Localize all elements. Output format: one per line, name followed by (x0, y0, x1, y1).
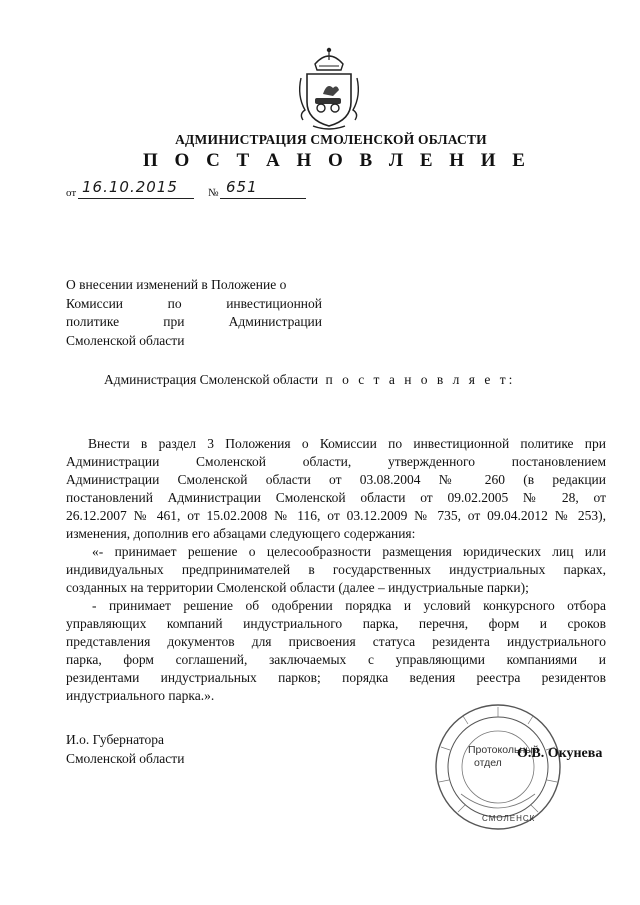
document-body (66, 435, 606, 705)
handwritten-date: 16.10.2015 (82, 178, 178, 196)
date-from-label: от (66, 187, 77, 199)
body-line: Администрации Смоленской области, утвержденного постановлением (66, 454, 606, 469)
stamp-line: Протокольный (468, 744, 539, 756)
body-line: индивидуальных предпринимателей в государственных индустриальных парках, (66, 562, 606, 577)
decree-statement (104, 372, 515, 388)
body-line: индустриального парка.». (66, 688, 215, 703)
body-line: созданных на территории Смоленской области (далее – индустриальные парки); (66, 580, 529, 595)
body-line: Администрации Смоленской области от 03.08.2004 № 260 (в редакции (66, 472, 606, 487)
stamp-city: СМОЛЕНСК (482, 814, 536, 823)
body-line: «- принимает решение о целесообразности размещения юридических лиц или (92, 544, 606, 559)
handwritten-number: 651 (226, 178, 258, 196)
body-line: парка, форм соглашений, заключаемых с управляющими компаниями и (66, 652, 606, 667)
subject-line: Смоленской области (66, 332, 185, 348)
stamp-line: отдел (474, 757, 502, 769)
body-line: резидентами индустриальных парков; порядка ведения реестра резидентов (66, 670, 606, 685)
document-subject (66, 276, 322, 350)
signatory-position-line: И.о. Губернатора (66, 732, 165, 747)
body-line: - принимает решение об одобрении порядка и условий конкурсного отбора (92, 598, 606, 613)
decree-prefix: Администрация Смоленской области (104, 372, 319, 387)
decree-verb: п о с т а н о в л я е т: (325, 372, 516, 387)
signatory-position-line: Смоленской области (66, 750, 185, 766)
body-line: изменения, дополнив его абзацами следующего содержания: (66, 526, 416, 541)
subject-line: О внесении изменений в Положение о (66, 277, 287, 292)
body-line: 26.12.2007 № 461, от 15.02.2008 № 116, от 03.12.2009 № 735, от 09.04.2012 № 253), (66, 508, 606, 523)
number-label: № (208, 187, 219, 199)
signatory-name: О.В. Окунева (517, 746, 603, 761)
signatory-position (66, 731, 184, 768)
organization-name: АДМИНИСТРАЦИЯ СМОЛЕНСКОЙ ОБЛАСТИ (175, 132, 487, 147)
document-type-title: П О С Т А Н О В Л Е Н И Е (143, 150, 531, 171)
subject-line: Комиссии по инвестиционной (66, 295, 322, 311)
body-line: управляющих компаний индустриального парка, перечня, форм и сроков (66, 616, 606, 631)
body-line: представления документов для присвоения статуса резидента индустриального (66, 634, 606, 649)
coat-of-arms-icon (293, 44, 365, 130)
body-line: постановлений Администрации Смоленской области от 09.02.2005 № 28, от (66, 490, 606, 505)
body-line: Внести в раздел 3 Положения о Комиссии по инвестиционной политике при (88, 436, 606, 451)
subject-line: политике при Администрации (66, 314, 322, 329)
